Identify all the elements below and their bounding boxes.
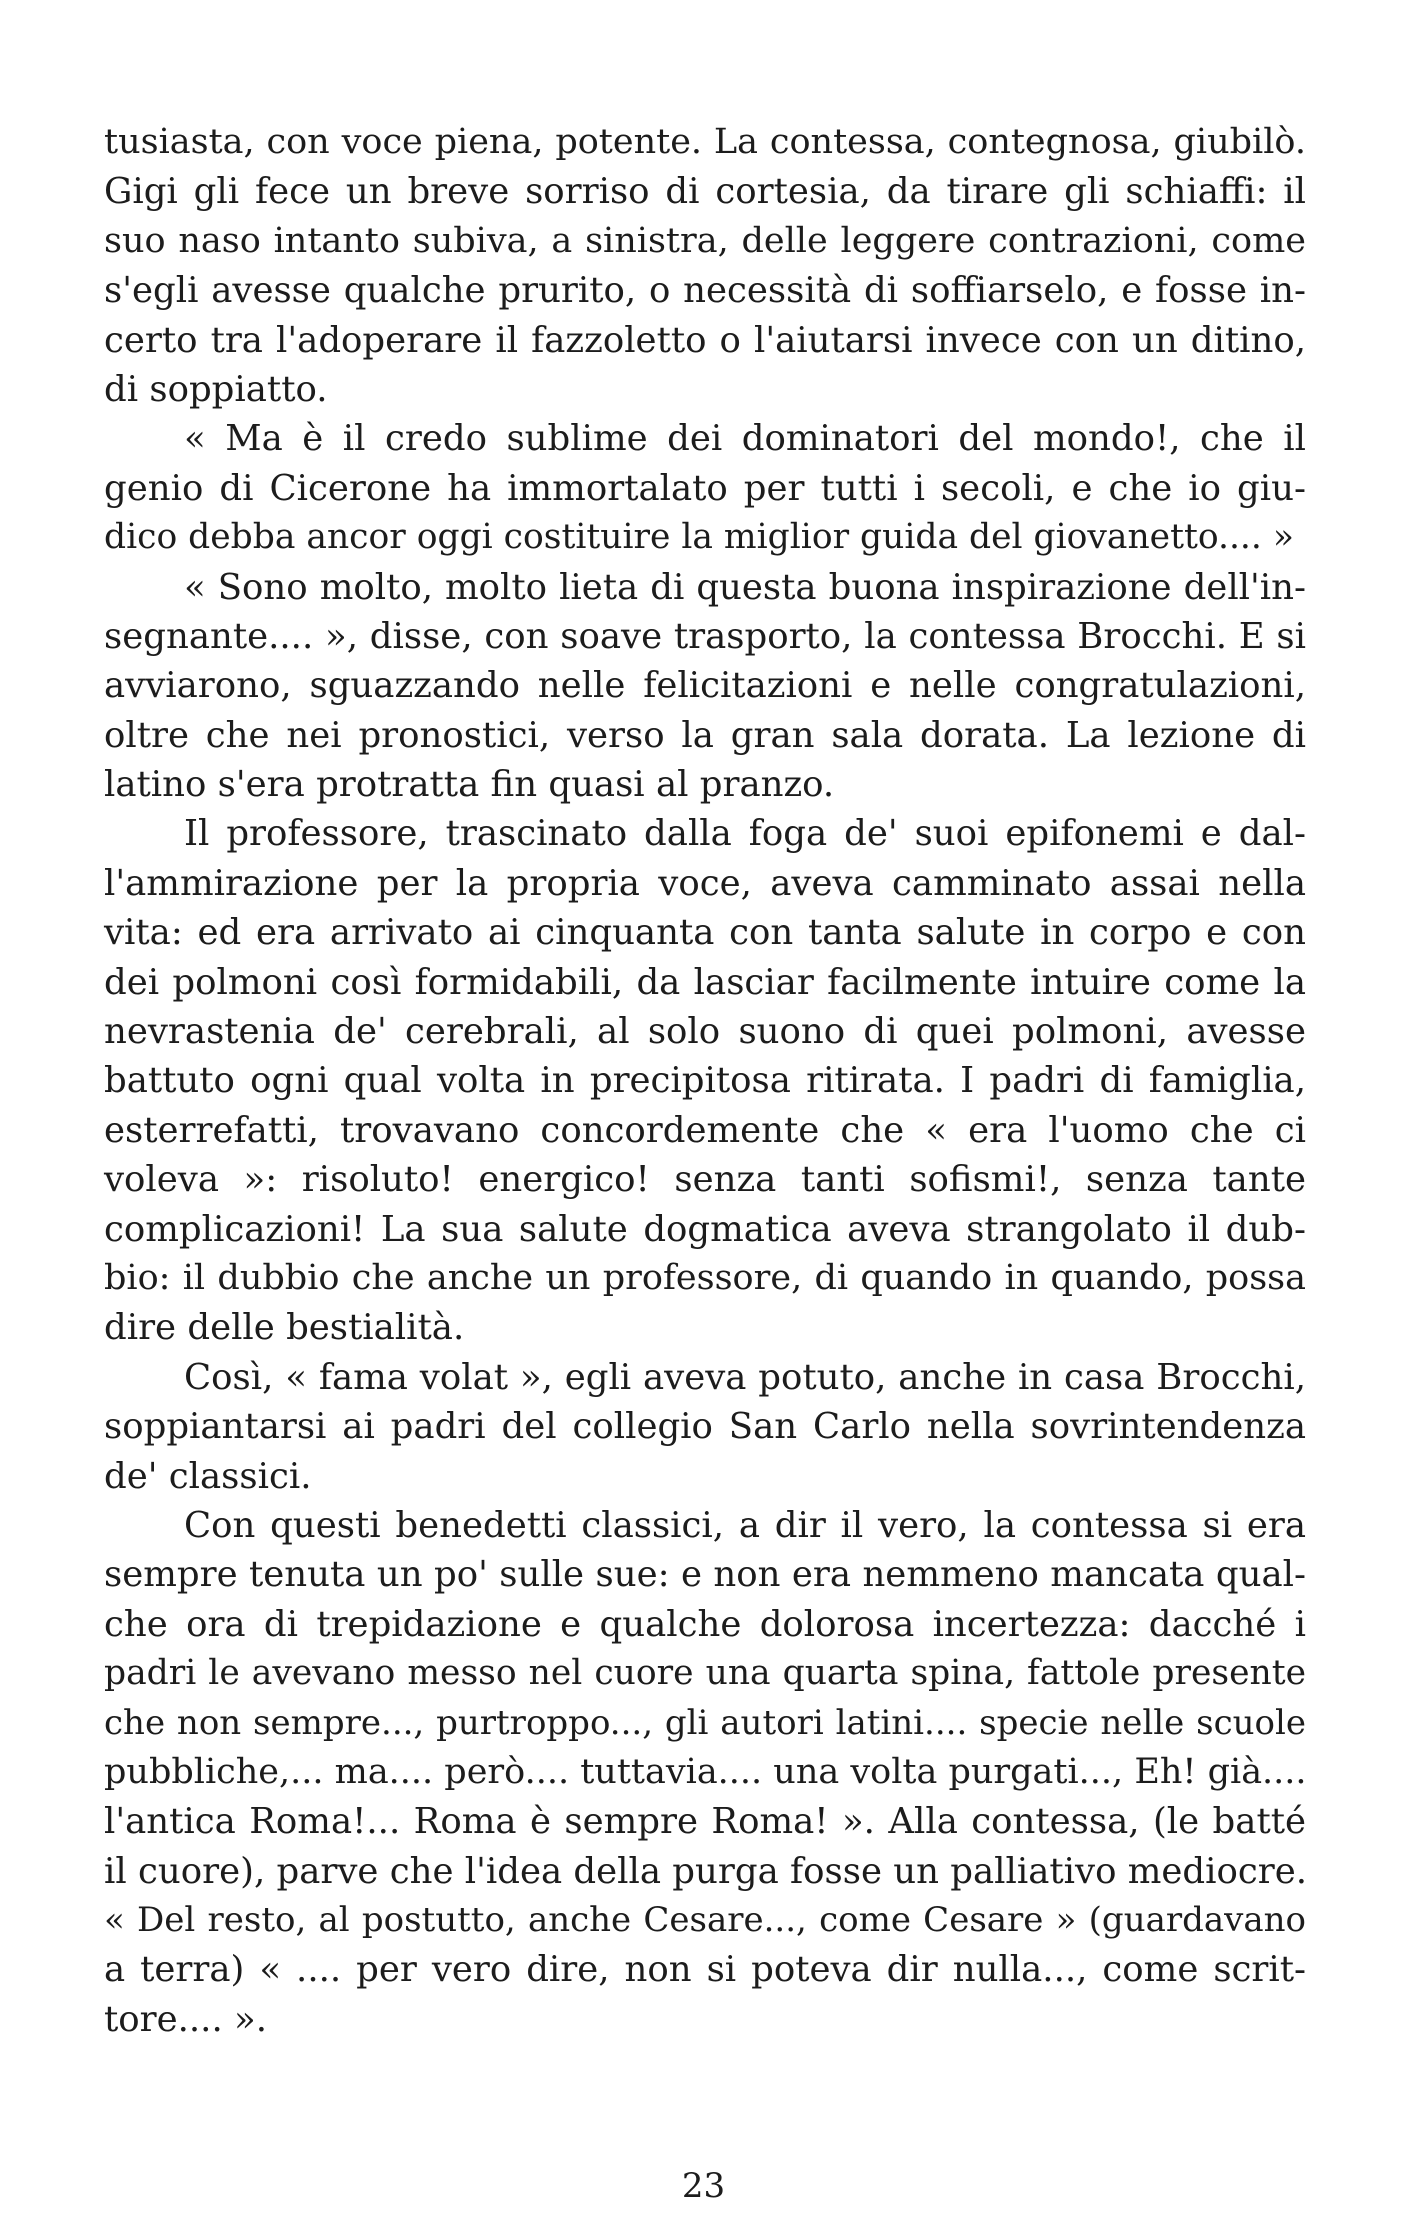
text-line: Gigi gli fece un breve sorriso di cortesia, da tirare gli schiaffi: il [104,171,1306,213]
text-line: tusiasta, con voce piena, potente. La contessa, contegnosa, giubilò. [104,122,1306,162]
text-line: a terra) « .... per vero dire, non si poteva dir nulla..., come scrit- [104,1949,1306,1991]
page-number: 23 [681,2166,726,2206]
text-line: avviarono, sguazzando nelle felicitazioni e nelle congratulazioni, [104,665,1306,707]
text-line: complicazioni! La sua salute dogmatica aveva strangolato il dub- [104,1208,1306,1250]
paragraph-1 [104,118,1306,414]
text-line: dei polmoni così formidabili, da lasciar facilmente intuire come la [104,961,1306,1003]
text-line: nevrastenia de' cerebrali, al solo suono di quei polmoni, avesse [104,1011,1306,1053]
text-line: dico debba ancor oggi costituire la miglior guida del giovanetto.... » [104,517,1294,558]
text-line: l'ammirazione per la propria voce, aveva camminato assai nella [104,862,1306,904]
text-line: che non sempre..., purtroppo..., gli autori latini.... specie nelle scuole [104,1702,1306,1743]
text-line: dire delle bestialità. [104,1307,465,1349]
text-line: pubbliche,... ma.... però.... tuttavia.... una volta purgati..., Eh! già.... [104,1751,1307,1792]
text-line: s'egli avesse qualche prurito, o necessità di soffiarselo, e fosse in- [104,270,1306,312]
text-line: « Del resto, al postutto, anche Cesare..., come Cesare » (guardavano [104,1900,1306,1941]
paragraph-3 [104,563,1306,810]
text-line: sempre tenuta un po' sulle sue: e non era nemmeno mancata qual- [104,1554,1306,1596]
text-line: esterrefatti, trovavano concordemente che « era l'uomo che ci [104,1109,1306,1151]
text-line: Il professore, trascinato dalla foga de' suoi epifonemi e dal- [184,813,1306,855]
text-line: di soppiatto. [104,368,328,410]
text-line: certo tra l'adoperare il fazzoletto o l'aiutarsi invece con un ditino, [104,319,1306,361]
page-body [104,118,1306,2044]
paragraph-2 [104,414,1306,562]
text-line: genio di Cicerone ha immortalato per tutti i secoli, e che io giu- [104,467,1306,509]
text-line: de' classici. [104,1455,312,1497]
text-line: bio: il dubbio che anche un professore, di quando in quando, possa [104,1257,1306,1298]
text-line: tore.... ». [104,1998,268,2040]
text-line: soppiantarsi ai padri del collegio San Carlo nella sovrintendenza [104,1406,1306,1448]
text-line: vita: ed era arrivato ai cinquanta con tanta salute in corpo e con [104,912,1306,954]
text-line: oltre che nei pronostici, verso la gran sala dorata. La lezione di [104,714,1306,756]
text-line: « Ma è il credo sublime dei dominatori del mondo!, che il [184,418,1306,460]
text-line: l'antica Roma!... Roma è sempre Roma! ». Alla contessa, (le batté [104,1801,1306,1843]
paragraph-4 [104,809,1306,1352]
text-line: segnante.... », disse, con soave trasporto, la contessa Brocchi. E si [104,615,1306,657]
text-line: suo naso intanto subiva, a sinistra, delle leggere contrazioni, come [104,220,1306,261]
paragraph-5 [104,1353,1306,1501]
text-line: « Sono molto, molto lieta di questa buona inspirazione dell'in- [184,566,1306,608]
text-line: latino s'era protratta fin quasi al pranzo. [104,764,835,806]
text-line: Con questi benedetti classici, a dir il vero, la contessa si era [184,1504,1306,1546]
text-line: il cuore), parve che l'idea della purga fosse un palliativo mediocre. [104,1850,1307,1892]
text-line: Così, « fama volat », egli aveva potuto, anche in casa Brocchi, [184,1356,1306,1398]
text-line: che ora di trepidazione e qualche dolorosa incertezza: dacché i [104,1603,1306,1645]
text-line: padri le avevano messo nel cuore una quarta spina, fattole presente [104,1653,1306,1694]
paragraph-6 [104,1501,1306,2044]
text-line: battuto ogni qual volta in precipitosa ritirata. I padri di famiglia, [104,1060,1306,1102]
text-line: voleva »: risoluto! energico! senza tanti sofismi!, senza tante [104,1159,1306,1201]
